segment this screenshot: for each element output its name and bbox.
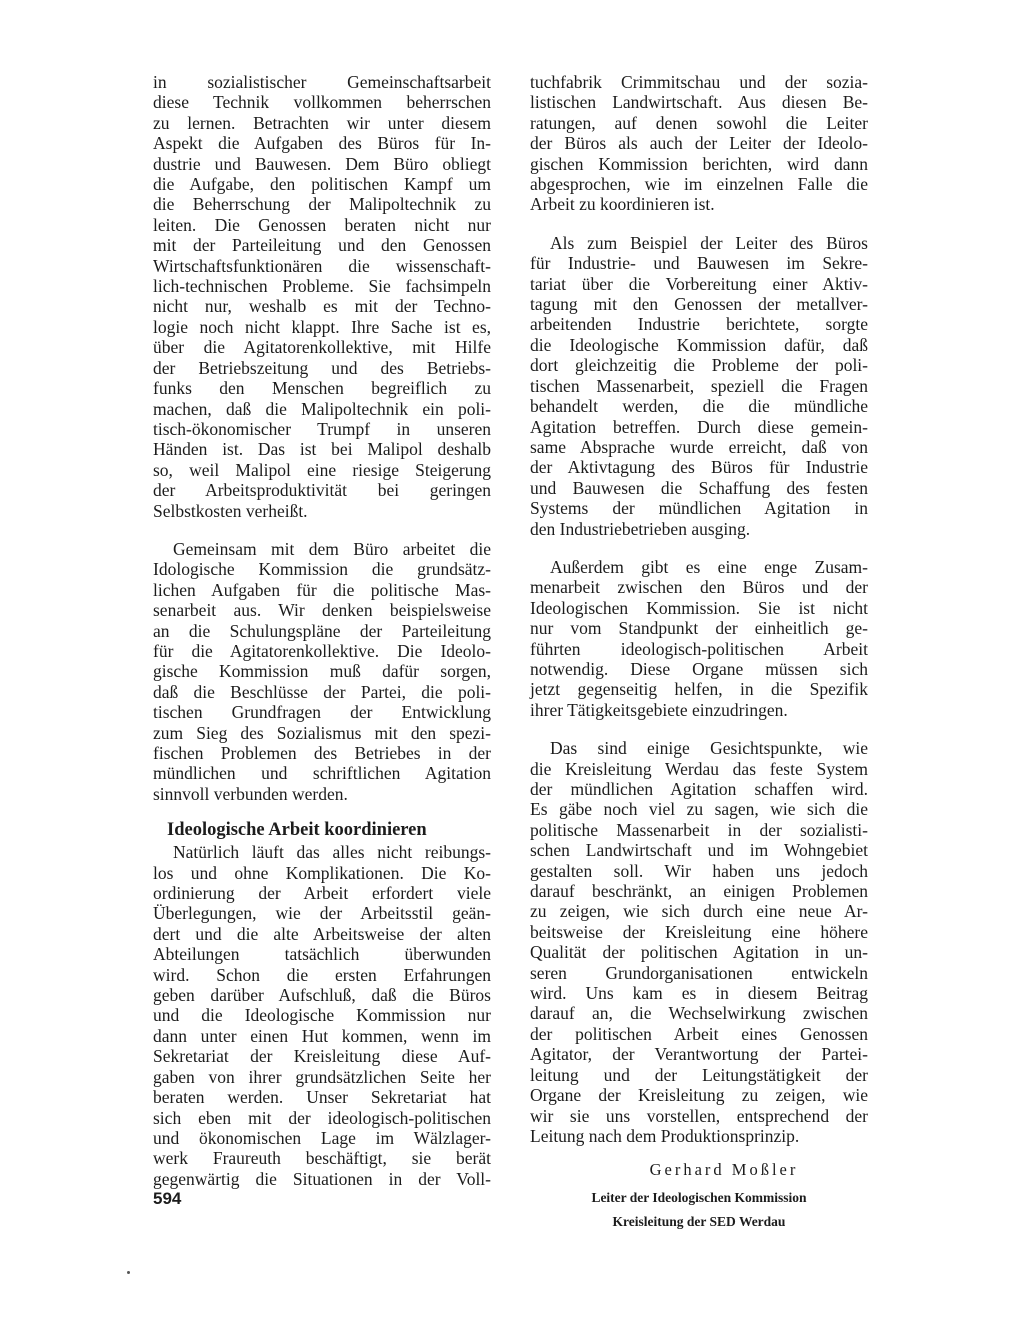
paragraph: [530, 233, 868, 539]
text-line: zu lernen. Betrachten wir unter diesem: [153, 112, 491, 133]
text-line: schen Landwirtschaft und im Wohngebiet: [530, 840, 868, 861]
text-line: Aspekt die Aufgaben des Büros für In-: [153, 133, 491, 154]
text-line: Überlegungen, wie der Arbeitsstil geän-: [153, 903, 491, 924]
author-signature-block: [530, 1158, 868, 1230]
text-line: gestalten soll. Wir haben uns jedoch: [530, 860, 868, 881]
text-line: die Beherrschung der Malipoltechnik zu: [153, 194, 491, 215]
text-line: der Betriebszeitung und des Betriebs-: [153, 357, 491, 378]
text-line: sich eben mit der ideologisch-politischen: [153, 1107, 491, 1128]
text-line: dann unter einen Hut kommen, wenn im: [153, 1025, 491, 1046]
text-line: gischen Kommission berichten, wird dann: [530, 153, 868, 174]
text-line: die Ideologische Kommission dafür, daß: [530, 334, 868, 355]
text-line: Agitation betreffen. Durch diese gemein-: [530, 416, 868, 437]
text-line: Es gäbe noch viel zu sagen, wie sich die: [530, 799, 868, 820]
text-line: die Kreisleitung Werdau das feste System: [530, 758, 868, 779]
text-line: menarbeit zwischen den Büros und der: [530, 577, 868, 598]
text-line: darauf an, die Wechselwirkung zwischen: [530, 1003, 868, 1024]
text-line: arbeitenden Industrie berichtete, sorgte: [530, 314, 868, 335]
text-line: gaben von ihrer grundsätzlichen Seite her: [153, 1066, 491, 1087]
text-line: der mündlichen Agitation schaffen wird.: [530, 779, 868, 799]
text-line: Systems der mündlichen Agitation in: [530, 498, 868, 519]
text-line: beitsweise der Kreisleitung eine höhere: [530, 921, 868, 942]
text-line: in sozialistischer Gemeinschaftsarbeit: [153, 72, 491, 92]
text-line: und Bauwesen die Schaffung des festen: [530, 477, 868, 498]
text-line: und die Ideologische Kommission nur: [153, 1005, 491, 1026]
text-line: Das sind einige Gesichtspunkte, wie: [550, 738, 868, 759]
text-line: für Industrie- und Bauwesen im Sekre-: [530, 253, 868, 274]
text-line: Arbeit zu koordinieren ist.: [530, 194, 715, 215]
paragraph: [153, 842, 491, 1189]
text-line: der Aktivtagung des Büros für Industrie: [530, 457, 868, 478]
text-line: für die Agitatorenkollektive. Die Ideolo-: [153, 640, 491, 661]
text-line: Gemeinsam mit dem Büro arbeitet die: [173, 538, 491, 559]
text-line: tischen Massenarbeit, speziell die Fragen: [530, 375, 868, 396]
paragraph: [530, 72, 868, 215]
text-line: Agitator, der Verantwortung der Partei-: [530, 1044, 868, 1065]
text-line: machen, daß die Malipoltechnik ein poli-: [153, 398, 491, 419]
text-line: werk Fraureuth beschäftigt, sie berät: [153, 1148, 491, 1169]
text-line: führten ideologisch-politischen Arbeit: [530, 638, 868, 659]
text-line: daß die Beschlüsse der Partei, die poli-: [153, 681, 491, 702]
text-line: tuchfabrik Crimmitschau und der sozia-: [530, 72, 868, 92]
text-line: wird. Schon die ersten Erfahrungen: [153, 964, 491, 985]
text-line: logie noch nicht klappt. Ihre Sache ist es,: [153, 316, 491, 337]
text-line: geben darüber Aufschluß, daß die Büros: [153, 985, 491, 1006]
text-line: nur vom Standpunkt der einheitlich ge-: [530, 618, 868, 639]
print-speck: [127, 1271, 130, 1274]
text-line: politische Massenarbeit in der sozialisti-: [530, 819, 868, 840]
text-line: Organe der Kreisleitung zu zeigen, wie: [530, 1085, 868, 1106]
text-line: listischen Landwirtschaft. Aus diesen Be-: [530, 92, 868, 113]
text-line: beraten werden. Unser Sekretariat hat: [153, 1087, 491, 1108]
text-line: mündlichen und schriftlichen Agitation: [153, 763, 491, 784]
right-column: [530, 72, 868, 1230]
text-line: der Büros als auch der Leiter der Ideolo-: [530, 133, 868, 154]
text-line: so, weil Malipol eine riesige Steigerung: [153, 459, 491, 480]
text-line: über die Agitatorenkollektive, mit Hilfe: [153, 337, 491, 358]
paragraph: [153, 72, 491, 521]
text-line: leitung und der Leitungstätigkeit der: [530, 1064, 868, 1085]
text-line: gegenwärtig die Situationen in der Voll-: [153, 1168, 491, 1189]
left-column: [153, 72, 491, 1189]
text-line: tariat über die Vorbereitung einer Aktiv-: [530, 273, 868, 294]
author-organization: Kreisleitung der SED Werdau: [612, 1214, 786, 1230]
text-line: Abteilungen tatsächlich überwunden: [153, 944, 491, 965]
text-line: tischen Grundfragen der Entwicklung: [153, 702, 491, 723]
text-line: dustrie und Bauwesen. Dem Büro obliegt: [153, 153, 491, 174]
text-line: tisch-ökonomischer Trumpf in unseren: [153, 418, 491, 439]
text-line: den Industriebetrieben ausging.: [530, 518, 751, 539]
text-line: Außerdem gibt es eine enge Zusam-: [550, 556, 868, 577]
paragraph: [530, 557, 868, 720]
text-line: los und ohne Komplikationen. Die Ko-: [153, 862, 491, 883]
text-line: dert und die alte Arbeitsweise der alten: [153, 923, 491, 944]
text-line: notwendig. Diese Organe müssen sich: [530, 658, 868, 679]
text-line: abgesprochen, wie im einzelnen Falle die: [530, 174, 868, 195]
text-line: senarbeit aus. Wir denken beispielsweise: [153, 600, 491, 621]
text-line: lichen Aufgaben für die politische Mas-: [153, 579, 491, 600]
text-line: mit der Parteileitung und den Genossen: [153, 235, 491, 256]
text-line: gische Kommission muß dafür sorgen,: [153, 661, 491, 682]
text-line: nicht nur, weshalb es mit der Techno-: [153, 296, 491, 317]
text-line: die Aufgabe, den politischen Kampf um: [153, 174, 491, 195]
text-line: und ökonomischen Lage im Wälzlager-: [153, 1127, 491, 1148]
text-line: tagung mit den Genossen der metallver-: [530, 294, 868, 315]
text-line: an die Schulungspläne der Parteileitung: [153, 620, 491, 641]
text-line: dort gleichzeitig die Probleme der poli-: [530, 355, 868, 376]
text-line: darauf beschränkt, an einigen Problemen: [530, 881, 868, 902]
text-line: der politischen Arbeit eines Genossen: [530, 1023, 868, 1044]
text-line: diese Technik vollkommen beherrschen: [153, 92, 491, 113]
section-heading: Ideologische Arbeit koordinieren: [167, 820, 427, 841]
text-line: Händen ist. Das ist bei Malipol deshalb: [153, 439, 491, 460]
text-line: Leitung nach dem Produktionsprinzip.: [530, 1125, 800, 1146]
text-line: leiten. Die Genossen beraten nicht nur: [153, 214, 491, 235]
text-line: same Absprache wurde erreicht, daß von: [530, 436, 868, 457]
text-line: zum Sieg des Sozialismus mit den spezi-: [153, 722, 491, 743]
text-line: ordinierung der Arbeit erfordert viele: [153, 883, 491, 904]
text-line: Sekretariat der Kreisleitung diese Auf-: [153, 1046, 491, 1067]
text-line: sinnvoll verbunden werden.: [153, 783, 348, 804]
text-line: fischen Problemen des Betriebes in der: [153, 743, 491, 763]
text-line: ihrer Tätigkeitsgebiete einzudringen.: [530, 699, 788, 720]
author-role: Leiter der Ideologischen Kommission: [591, 1190, 807, 1206]
text-line: seren Grundorganisationen entwickeln: [530, 962, 868, 983]
page-number: 594: [153, 1189, 182, 1208]
text-line: ratungen, auf denen sowohl die Leiter: [530, 112, 868, 133]
text-line: jetzt gegenseitig helfen, in die Spezifik: [530, 679, 868, 700]
text-line: behandelt werden, die die mündliche: [530, 396, 868, 417]
text-line: funks den Menschen begreiflich zu: [153, 378, 491, 399]
text-line: Idologische Kommission die grundsätz-: [153, 559, 491, 580]
text-line: zu zeigen, wie sich durch eine neue Ar-: [530, 901, 868, 922]
author-name: Gerhard Moßler: [649, 1160, 799, 1180]
text-line: Ideologischen Kommission. Sie ist nicht: [530, 597, 868, 618]
text-line: der Arbeitsproduktivität bei geringen: [153, 480, 491, 501]
paragraph: [153, 539, 491, 804]
text-line: Wirtschaftsfunktionären die wissenschaft-: [153, 255, 491, 276]
text-line: Qualität der politischen Agitation in un-: [530, 942, 868, 963]
text-line: lich-technischen Probleme. Sie fachsimpeln: [153, 276, 491, 297]
text-line: wird. Uns kam es in diesem Beitrag: [530, 983, 868, 1004]
paragraph: [530, 738, 868, 1146]
text-line: Natürlich läuft das alles nicht reibungs-: [173, 842, 491, 863]
text-line: Als zum Beispiel der Leiter des Büros: [550, 232, 868, 253]
text-line: Selbstkosten verheißt.: [153, 500, 308, 521]
text-line: wir sie uns vorstellen, entsprechend der: [530, 1105, 868, 1126]
